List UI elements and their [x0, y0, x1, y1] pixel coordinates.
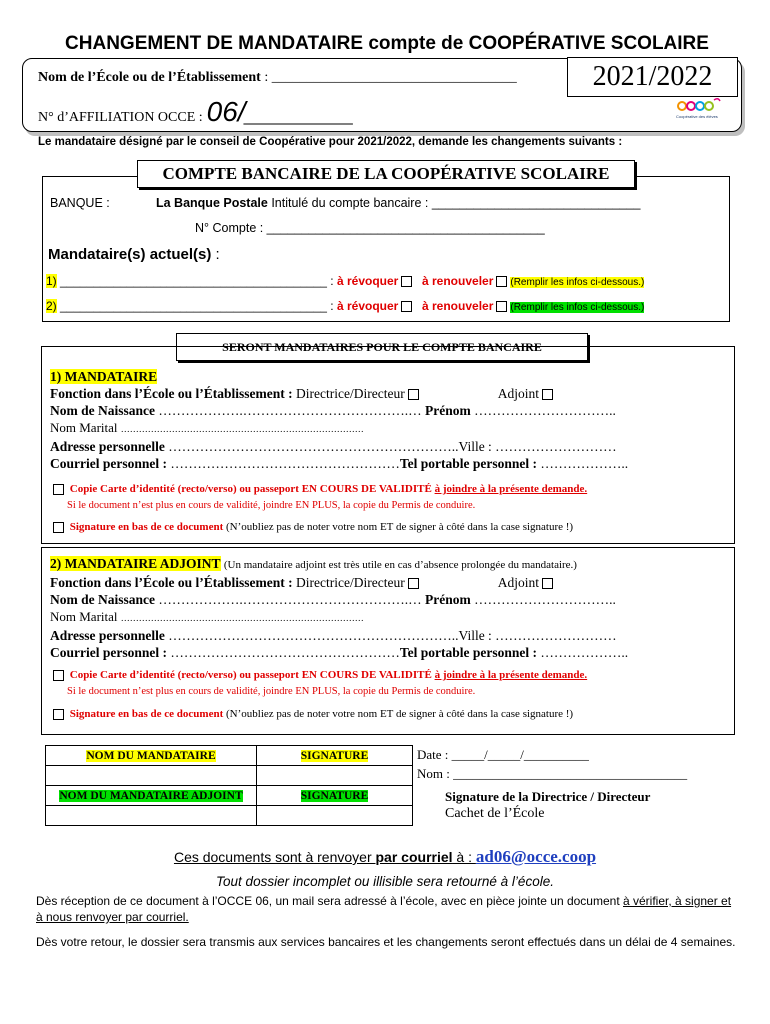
- affiliation-field: [38, 96, 355, 128]
- adjoint-section: [50, 555, 730, 661]
- header-label: SIGNATURE: [300, 749, 369, 762]
- prenom-field[interactable]: …………………………..: [474, 403, 616, 418]
- fonction-value: Directrice/Directeur: [296, 575, 405, 590]
- adresse-field[interactable]: ………………………………………………………..Ville : ………………………: [168, 439, 617, 454]
- prenom-field[interactable]: …………………………..: [474, 592, 616, 607]
- courriel-field[interactable]: ……………………………………………: [170, 645, 400, 660]
- signature-note: (N’oubliez pas de noter votre nom ET de signer à côté dans la case signature !): [226, 708, 574, 720]
- nom-field[interactable]: Nom : ____________________________________: [417, 766, 688, 781]
- banque-label: BANQUE :: [50, 196, 110, 210]
- adjoint-signature-cell[interactable]: [257, 806, 413, 826]
- renvoi-suffix: à :: [452, 849, 476, 865]
- tel-label: Tel portable personnel :: [399, 456, 538, 471]
- signature-checkbox[interactable]: [53, 522, 64, 533]
- revoquer-label-2: à révoquer: [336, 299, 399, 313]
- actuels-heading: [48, 246, 220, 263]
- page-title: CHANGEMENT DE MANDATAIRE compte de COOPÉRATIVE SCOLAIRE: [65, 33, 709, 54]
- remplir-note-2: (Remplir les infos ci-dessous.): [510, 302, 645, 313]
- actuels-colon: :: [211, 246, 220, 263]
- signature-text: Signature en bas de ce document: [69, 708, 224, 720]
- copie-row: [50, 483, 587, 495]
- email-link[interactable]: ad06@occe.coop: [475, 847, 597, 866]
- revoquer-checkbox-2[interactable]: [401, 301, 412, 312]
- banque-row: [156, 196, 640, 210]
- reception-paragraph: [36, 893, 736, 925]
- ecole-input-line[interactable]: : ___________________________________: [260, 70, 517, 85]
- table-row: [46, 786, 413, 806]
- banque-value: La Banque Postale: [156, 196, 268, 210]
- mandataire-name-header: [46, 746, 257, 766]
- signature-table: [45, 745, 413, 826]
- adjoint-name-cell[interactable]: [46, 806, 257, 826]
- logo-caption: Coopérative des élèves: [676, 114, 718, 119]
- cachet-label: Cachet de l’École: [445, 806, 545, 821]
- table-row: [46, 766, 413, 786]
- row-num-1: 1): [46, 274, 57, 288]
- adjoint-checkbox[interactable]: [542, 389, 553, 400]
- signature-row: [50, 708, 573, 720]
- actuel-row-2: [46, 299, 644, 313]
- seront-title-text: SERONT MANDATAIRES POUR LE COMPTE BANCAIRE: [222, 340, 542, 354]
- prenom-label: Prénom: [425, 592, 471, 607]
- affiliation-value[interactable]: 06/_______: [206, 96, 355, 127]
- mandataire-name-cell[interactable]: [46, 766, 257, 786]
- reception-underlined: à vérifier, à signer et à nous renvoyer par courriel.: [36, 894, 732, 924]
- copie-joindre: à joindre à la présente demande.: [434, 669, 588, 681]
- compte-title-text: COMPTE BANCAIRE DE LA COOPÉRATIVE SCOLAIRE: [162, 164, 610, 183]
- fonction-value: Directrice/Directeur: [296, 386, 405, 401]
- copie-text: Copie Carte d’identité (recto/verso) ou passeport EN COURS DE VALIDITÉ: [69, 669, 432, 681]
- tel-field[interactable]: ………………..: [540, 645, 629, 660]
- copie-checkbox[interactable]: [53, 484, 64, 495]
- affiliation-label: N° d’AFFILIATION OCCE :: [38, 110, 203, 125]
- copie-note: Si le document n’est plus en cours de validité, joindre EN PLUS, la copie du Permis de conduire.: [67, 686, 476, 697]
- occe-logo: [676, 96, 722, 126]
- table-row: [46, 746, 413, 766]
- row-num-2: 2): [46, 299, 57, 313]
- intitule-field[interactable]: Intitulé du compte bancaire : ______________________________: [271, 196, 641, 210]
- reception-text: Dès réception de ce document à l’OCCE 06, un mail sera adressé à l’école, avec en pièce jointe un document: [36, 894, 623, 908]
- actuels-label: Mandataire(s) actuel(s): [48, 246, 212, 263]
- naissance-field[interactable]: ……………….……………………………….…: [158, 592, 422, 607]
- actuel-name-line-1[interactable]: ________________________________________ :: [56, 274, 337, 288]
- copie-checkbox[interactable]: [53, 670, 64, 681]
- signature-checkbox[interactable]: [53, 709, 64, 720]
- copie-joindre: à joindre à la présente demande.: [434, 483, 588, 495]
- ecole-field: [38, 70, 517, 86]
- intro-text: Le mandataire désigné par le conseil de Coopérative pour 2021/2022, demande les changements suivants :: [38, 136, 623, 148]
- adjoint-heading-note: (Un mandataire adjoint est très utile en cas d’absence prolongée du mandataire.): [223, 559, 577, 571]
- marital-label: Nom Marital: [50, 420, 118, 435]
- numero-compte-field[interactable]: N° Compte : ________________________________________: [195, 221, 545, 235]
- adresse-label: Adresse personnelle: [50, 628, 165, 643]
- ecole-label: Nom de l’École ou de l’Établissement: [38, 70, 261, 85]
- signature-text: Signature en bas de ce document: [69, 521, 224, 533]
- directeur-signature-label: Signature de la Directrice / Directeur: [445, 789, 651, 804]
- fonction-label: Fonction dans l’École ou l’Établissement :: [50, 575, 293, 590]
- adresse-field[interactable]: ………………………………………………………..Ville : ………………………: [168, 628, 617, 643]
- tel-label: Tel portable personnel :: [399, 645, 538, 660]
- courriel-field[interactable]: ……………………………………………: [170, 456, 400, 471]
- actuel-name-line-2[interactable]: ________________________________________ :: [56, 299, 337, 313]
- adresse-label: Adresse personnelle: [50, 439, 165, 454]
- header-label: NOM DU MANDATAIRE: [86, 749, 216, 762]
- renouveler-checkbox-1[interactable]: [496, 276, 507, 287]
- revoquer-checkbox-1[interactable]: [401, 276, 412, 287]
- incomplet-text: Tout dossier incomplet ou illisible sera retourné à l’école.: [216, 874, 554, 889]
- header-label: SIGNATURE: [300, 789, 369, 802]
- renvoi-prefix: Ces documents sont à renvoyer: [173, 849, 376, 865]
- renouveler-label-1: à renouveler: [422, 274, 494, 288]
- copie-row: [50, 669, 587, 681]
- year-value: 2021/2022: [592, 61, 713, 92]
- mandataire-signature-cell[interactable]: [257, 766, 413, 786]
- signature-row: [50, 521, 573, 533]
- occe-logo-icon: [676, 96, 722, 126]
- adjoint-heading: 2) MANDATAIRE ADJOINT: [50, 556, 221, 571]
- marital-field[interactable]: ………………………………………………………………………: [120, 424, 364, 434]
- renvoi-line: [0, 847, 770, 867]
- retour-paragraph: Dès votre retour, le dossier sera transmis aux services bancaires et les changements seront effectués dans un délai de 4 semaines.: [36, 935, 736, 949]
- naissance-label: Nom de Naissance: [50, 592, 155, 607]
- mandataire-heading: 1) MANDATAIRE: [50, 369, 158, 384]
- naissance-label: Nom de Naissance: [50, 403, 155, 418]
- revoquer-label-1: à révoquer: [336, 274, 399, 288]
- adjoint-label: Adjoint: [497, 575, 539, 590]
- courriel-label: Courriel personnel :: [50, 645, 167, 660]
- renvoi-bold: par courriel: [375, 849, 453, 865]
- date-field[interactable]: Date : _____/_____/__________: [417, 747, 589, 762]
- directeur-checkbox[interactable]: [408, 578, 419, 589]
- remplir-note-1: (Remplir les infos ci-dessous.): [510, 277, 645, 288]
- adjoint-name-header: [46, 786, 257, 806]
- directeur-checkbox[interactable]: [408, 389, 419, 400]
- renouveler-checkbox-2[interactable]: [496, 301, 507, 312]
- compte-title: [137, 160, 635, 188]
- header-label: NOM DU MANDATAIRE ADJOINT: [59, 789, 243, 802]
- actuel-row-1: [46, 274, 644, 288]
- prenom-label: Prénom: [425, 403, 471, 418]
- adjoint-checkbox[interactable]: [542, 578, 553, 589]
- marital-label: Nom Marital: [50, 609, 118, 624]
- table-row: [46, 806, 413, 826]
- mandataire-section: [50, 368, 730, 472]
- signature-header: [257, 786, 413, 806]
- marital-field[interactable]: ………………………………………………………………………: [120, 613, 364, 623]
- adjoint-label: Adjoint: [497, 386, 539, 401]
- copie-text: Copie Carte d’identité (recto/verso) ou passeport EN COURS DE VALIDITÉ: [69, 483, 432, 495]
- renouveler-label-2: à renouveler: [422, 299, 494, 313]
- courriel-label: Courriel personnel :: [50, 456, 167, 471]
- fonction-label: Fonction dans l’École ou l’Établissement :: [50, 386, 293, 401]
- tel-field[interactable]: ………………..: [540, 456, 629, 471]
- signature-note: (N’oubliez pas de noter votre nom ET de signer à côté dans la case signature !): [226, 521, 574, 533]
- signature-header: [257, 746, 413, 766]
- naissance-field[interactable]: ……………….……………………………….…: [158, 403, 422, 418]
- year-box: [567, 57, 738, 97]
- copie-note: Si le document n’est plus en cours de validité, joindre EN PLUS, la copie du Permis de conduire.: [67, 500, 476, 511]
